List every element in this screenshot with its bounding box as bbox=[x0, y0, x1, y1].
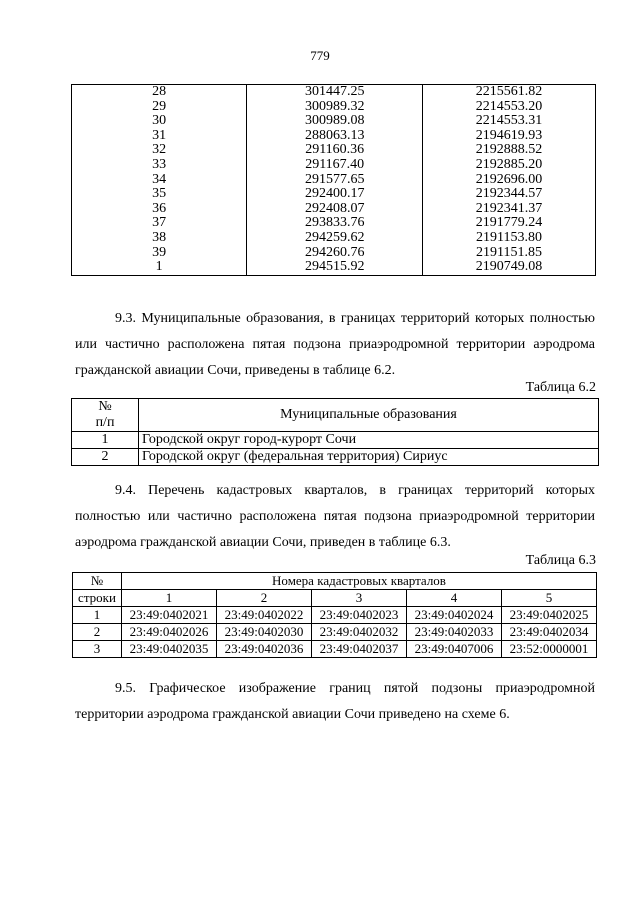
coordinate-y: 2194619.93 bbox=[423, 129, 596, 144]
cadastral-quarter: 23:49:0402025 bbox=[502, 607, 597, 624]
cadastral-quarter: 23:52:0000001 bbox=[502, 641, 597, 658]
column-number: 5 bbox=[502, 590, 597, 607]
table-row bbox=[72, 432, 599, 449]
coordinate-y: 2215561.82 bbox=[423, 85, 596, 100]
coordinate-y: 2192885.20 bbox=[423, 158, 596, 173]
table-6-3 bbox=[72, 572, 597, 658]
header-row-number-1: № bbox=[73, 573, 122, 590]
point-number: 30 bbox=[72, 114, 247, 129]
cadastral-quarter: 23:49:0402035 bbox=[122, 641, 217, 658]
coordinate-x: 293833.76 bbox=[247, 216, 423, 231]
point-number: 28 bbox=[72, 85, 247, 100]
table-6-2 bbox=[71, 398, 599, 466]
paragraph-line: 9.5. Графическое изображение границ пятой подзоны приаэродромной bbox=[115, 681, 595, 696]
cadastral-quarter: 23:49:0402036 bbox=[217, 641, 312, 658]
paragraph-line: 9.4. Перечень кадастровых кварталов, в границах территорий которых bbox=[115, 483, 595, 498]
cadastral-quarter: 23:49:0402024 bbox=[407, 607, 502, 624]
table-row bbox=[72, 449, 599, 466]
column-number: 4 bbox=[407, 590, 502, 607]
coordinate-x: 300989.08 bbox=[247, 114, 423, 129]
header-number-line-2: п/п bbox=[95, 415, 115, 430]
point-number: 38 bbox=[72, 231, 247, 246]
point-number: 33 bbox=[72, 158, 247, 173]
cadastral-quarter: 23:49:0407006 bbox=[407, 641, 502, 658]
cadastral-quarter: 23:49:0402030 bbox=[217, 624, 312, 641]
row-name: Городской округ город-курорт Сочи bbox=[139, 432, 599, 449]
cadastral-quarter: 23:49:0402032 bbox=[312, 624, 407, 641]
paragraph-line: аэродрома гражданской авиации Сочи, приведен в таблице 6.3. bbox=[75, 535, 451, 550]
coordinate-x: 300989.32 bbox=[247, 100, 423, 115]
coordinate-row bbox=[72, 216, 596, 231]
point-number: 36 bbox=[72, 202, 247, 217]
coordinate-y: 2191153.80 bbox=[423, 231, 596, 246]
header-title: Номера кадастровых кварталов bbox=[122, 573, 597, 590]
coordinate-x: 294260.76 bbox=[247, 246, 423, 261]
row-number: 1 bbox=[73, 607, 122, 624]
coordinate-row bbox=[72, 129, 596, 144]
header-row-number-2: строки bbox=[73, 590, 122, 607]
coordinate-y: 2192888.52 bbox=[423, 143, 596, 158]
point-number: 37 bbox=[72, 216, 247, 231]
coordinate-y: 2214553.20 bbox=[423, 100, 596, 115]
paragraph-line: 9.3. Муниципальные образования, в границах территорий которых полностью bbox=[115, 311, 595, 326]
header-number-cell bbox=[72, 399, 139, 432]
coordinate-row bbox=[72, 114, 596, 129]
coordinate-row bbox=[72, 187, 596, 202]
paragraph-line: гражданской авиации Сочи, приведены в таблице 6.2. bbox=[75, 363, 396, 378]
row-number: 1 bbox=[72, 432, 139, 449]
coordinate-x: 294515.92 bbox=[247, 260, 423, 275]
page-number: 779 bbox=[310, 48, 330, 63]
coordinate-y: 2192341.37 bbox=[423, 202, 596, 217]
cadastral-quarter: 23:49:0402037 bbox=[312, 641, 407, 658]
coordinate-x: 301447.25 bbox=[247, 85, 423, 100]
coordinate-x: 291160.36 bbox=[247, 143, 423, 158]
table-row bbox=[73, 641, 597, 658]
cadastral-quarter: 23:49:0402022 bbox=[217, 607, 312, 624]
coordinate-row bbox=[72, 143, 596, 158]
table-header-row bbox=[73, 590, 597, 607]
cadastral-quarter: 23:49:0402033 bbox=[407, 624, 502, 641]
coordinate-row bbox=[72, 100, 596, 115]
coordinate-y: 2192696.00 bbox=[423, 173, 596, 188]
point-number: 32 bbox=[72, 143, 247, 158]
paragraph-9-3 bbox=[75, 306, 595, 384]
row-name: Городской округ (федеральная территория) Сириус bbox=[139, 449, 599, 466]
row-number: 2 bbox=[72, 449, 139, 466]
table-6-2-caption: Таблица 6.2 bbox=[525, 380, 596, 395]
coordinate-y: 2190749.08 bbox=[423, 260, 596, 275]
coordinate-row bbox=[72, 173, 596, 188]
column-number: 2 bbox=[217, 590, 312, 607]
point-number: 1 bbox=[72, 260, 247, 275]
coordinate-x: 291167.40 bbox=[247, 158, 423, 173]
coordinate-row bbox=[72, 158, 596, 173]
paragraph-9-4 bbox=[75, 478, 595, 556]
paragraph-line: или частично расположена пятая подзона приаэродромной территории аэродрома bbox=[75, 337, 595, 352]
point-number: 39 bbox=[72, 246, 247, 261]
cadastral-quarter: 23:49:0402034 bbox=[502, 624, 597, 641]
coordinate-x: 291577.65 bbox=[247, 173, 423, 188]
coordinate-y: 2214553.31 bbox=[423, 114, 596, 129]
coordinate-x: 294259.62 bbox=[247, 231, 423, 246]
point-number: 35 bbox=[72, 187, 247, 202]
paragraph-line: территории аэродрома гражданской авиации Сочи приведено на схеме 6. bbox=[75, 707, 510, 722]
coordinate-row bbox=[72, 246, 596, 261]
table-header-row bbox=[73, 573, 597, 590]
header-name-cell: Муниципальные образования bbox=[139, 399, 599, 432]
column-number: 3 bbox=[312, 590, 407, 607]
header-number-line-1: № bbox=[98, 399, 112, 414]
column-number: 1 bbox=[122, 590, 217, 607]
coordinates-table bbox=[71, 84, 596, 276]
paragraph-9-5 bbox=[75, 676, 595, 728]
table-row bbox=[73, 607, 597, 624]
coordinate-row bbox=[72, 85, 596, 100]
coordinate-row bbox=[72, 231, 596, 246]
coordinate-x: 292408.07 bbox=[247, 202, 423, 217]
point-number: 31 bbox=[72, 129, 247, 144]
table-header-row bbox=[72, 399, 599, 432]
cadastral-quarter: 23:49:0402023 bbox=[312, 607, 407, 624]
coordinate-row bbox=[72, 260, 596, 275]
table-row bbox=[73, 624, 597, 641]
paragraph-line: полностью или частично расположена пятая подзона приаэродромной территории bbox=[75, 509, 595, 524]
coordinate-row bbox=[72, 202, 596, 217]
row-number: 2 bbox=[73, 624, 122, 641]
coordinate-y: 2192344.57 bbox=[423, 187, 596, 202]
point-number: 29 bbox=[72, 100, 247, 115]
row-number: 3 bbox=[73, 641, 122, 658]
cadastral-quarter: 23:49:0402021 bbox=[122, 607, 217, 624]
coordinate-x: 288063.13 bbox=[247, 129, 423, 144]
table-6-3-caption: Таблица 6.3 bbox=[525, 553, 596, 568]
point-number: 34 bbox=[72, 173, 247, 188]
coordinate-x: 292400.17 bbox=[247, 187, 423, 202]
coordinate-y: 2191151.85 bbox=[423, 246, 596, 261]
coordinate-y: 2191779.24 bbox=[423, 216, 596, 231]
cadastral-quarter: 23:49:0402026 bbox=[122, 624, 217, 641]
